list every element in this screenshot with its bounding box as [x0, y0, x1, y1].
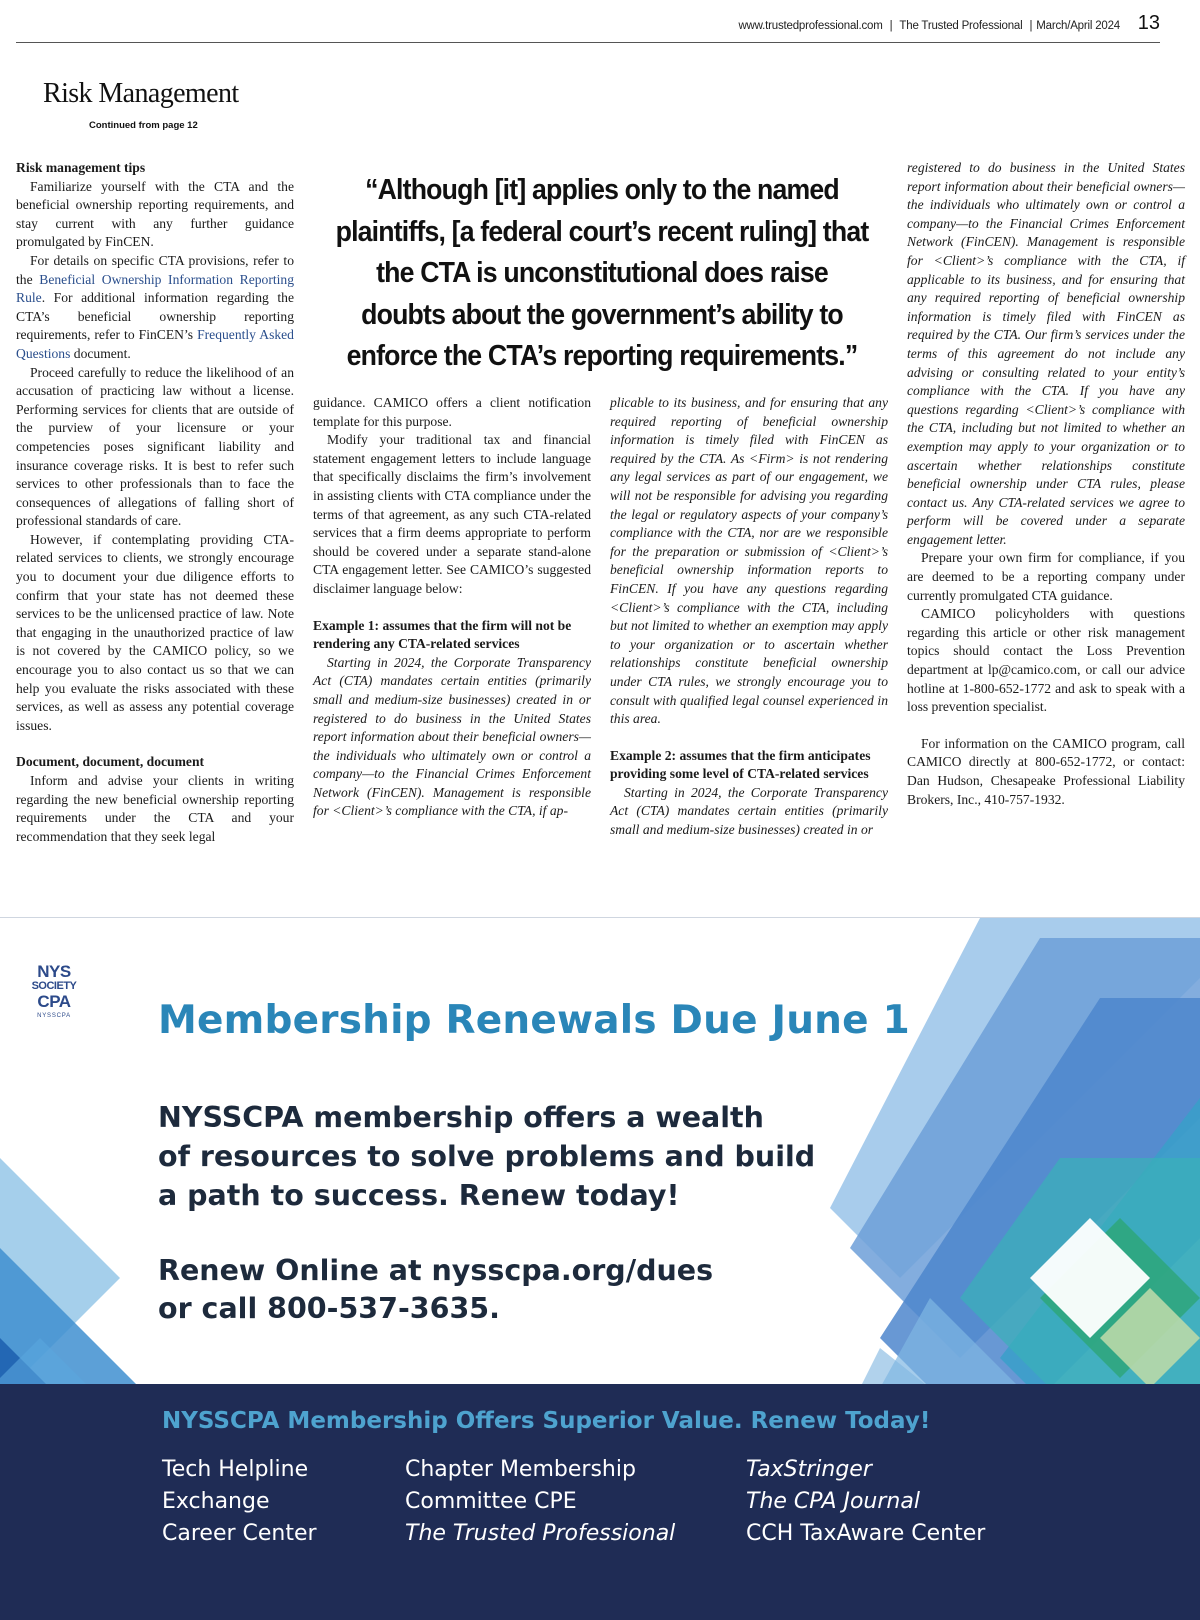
paragraph: CAMICO policyholders with questions regarding this article or other risk management topics should contact the Loss Prevention department at lp@camico.com, or call our advice hotline at 1-800-652-1772 and ask to speak with a loss prevention specialist. [907, 606, 1185, 715]
subheading-risk-tips: Risk management tips [16, 160, 146, 175]
paragraph: Familiarize yourself with the CTA and the beneficial ownership reporting requirements, and stay current with any further guidance promulgated by FinCEN. [16, 178, 294, 250]
benefits-list-1 [162, 1454, 317, 1550]
benefit-item: Chapter Membership [405, 1457, 636, 1482]
article-column-3 [610, 394, 888, 840]
paragraph: Prepare your own firm for compliance, if you are deemed to be a reporting company under currently promulgated CTA guidance. [907, 550, 1185, 603]
benefits-list-2 [405, 1454, 675, 1550]
pull-quote: “Although [it] applies only to the named plaintiffs, [a federal court’s recent ruling] that the CTA is unconstitutional does raise doubts about the government’s ability to enforce the CTA’s reporting requirements.” [335, 174, 869, 372]
article-column-1 [16, 159, 294, 846]
disclaimer-text: Starting in 2024, the Corporate Transparency Act (CTA) mandates certain entities (primarily small and medium-size businesses) created in or registered to do business in the United States report information about their beneficial owners—the individuals who ultimately own or control a company—to the Financial Crimes Enforcement Network (FinCEN). Management is responsible for <Client>’s compliance with the CTA, if ap- [313, 654, 591, 819]
benefit-item: TaxStringer [746, 1457, 872, 1482]
disclaimer-text: Starting in 2024, the Corporate Transparency Act (CTA) mandates certain entities (primarily small and medium-size businesses) created in or [610, 784, 888, 838]
subheading-example-2: Example 2: assumes that the firm anticipates providing some level of CTA-related services [610, 747, 871, 782]
nysscpa-logo: NYS SOCIETY CPA NYSSCPA [31, 962, 77, 1019]
paragraph: Modify your traditional tax and financial statement engagement letters to include language that specifically disclaims the firm’s involvement in assisting clients with CTA compliance under the terms of that agreement, as any such CTA-related services that a firm deems appropriate to perform should be covered under a separate stand-alone CTA engagement letter. See CAMICO’s suggested disclaimer language below: [313, 432, 591, 596]
ad-body-text: NYSSCPA membership offers a wealth of resources to solve problems and build a path to success. Renew today! [158, 1101, 816, 1212]
benefit-item: Exchange [162, 1489, 270, 1514]
section-title: Risk Management [43, 78, 239, 109]
benefit-item: The CPA Journal [746, 1489, 920, 1514]
paragraph: Proceed carefully to reduce the likelihood of an accusation of practicing law without a license. Performing services for clients that are outside of the purview of your licensure or your competencies poses significant liability and insurance coverage risks. It is best to refer such services to other professionals than to face the consequences of allegations of falling short of professional standards of care. [16, 364, 294, 529]
website-url[interactable]: www.trustedprofessional.com [738, 20, 883, 32]
subheading-example-1: Example 1: assumes that the firm will not be rendering any CTA-related services [313, 617, 572, 652]
membership-ad[interactable] [0, 917, 1200, 1620]
disclaimer-text: plicable to its business, and for ensuring that any required reporting of beneficial ownership information is timely filed with FinCEN as required by the CTA. As <Firm> is not rendering any legal services as part of our engagement, we will not be responsible for advising you regarding the legal or regulatory aspects of your company’s compliance with the CTA, nor are we responsible for the preparation or submission of <Client>’s beneficial ownership information reports to FinCEN. If you have any questions regarding <Client>’s compliance with the CTA, including but not limited to whether an exemption may apply to your organization or to ascertain whether relationships constitute beneficial ownership under CTA rules, we strongly encourage you to consult with qualified legal counsel experienced in this area. [610, 395, 888, 727]
ad-headline: Membership Renewals Due June 1 [158, 998, 910, 1043]
article-column-4 [907, 159, 1185, 809]
paragraph-contact: For information on the CAMICO program, call CAMICO directly at 800-652-1772, or contact: Dan Hudson, Chesapeake Professional Liability Brokers, Inc., 410-757-1932. [907, 735, 1185, 807]
benefits-band [0, 1384, 1200, 1620]
article-column-2 [313, 394, 591, 821]
link-faq[interactable]: Frequently Asked Questions [16, 327, 294, 361]
publication-name: The Trusted Professional [899, 20, 1023, 32]
benefit-item: Career Center [162, 1521, 317, 1546]
band-tagline: NYSSCPA Membership Offers Superior Value. Renew Today! [162, 1408, 931, 1434]
disclaimer-text: registered to do business in the United States report information about their beneficial owners—the individuals who ultimately own or control a company—to the Financial Crimes Enforcement Network (FinCEN). Management is responsible for <Client>’s compliance with the CTA, if applicable to its business, and for ensuring that any required reporting of beneficial ownership information is timely filed with FinCEN as required by the CTA. Our firm’s services under the terms of this agreement do not include any advising or consulting related to your entity’s compliance with the CTA. If you have any questions regarding <Client>’s compliance with the CTA, including but not limited to whether an exemption may apply to your organization or to ascertain whether relationships constitute beneficial ownership under CTA rules, please contact us. Any CTA-related services we agree to perform will be covered under a separate engagement letter. [907, 160, 1185, 547]
header-meta: www.trustedprofessional.com | The Trusted Professional | March/April 2024 [738, 20, 1120, 32]
continued-note: Continued from page 12 [89, 120, 198, 131]
link-bo-reporting-rule[interactable]: Beneficial Ownership Information Reporting Rule [16, 271, 295, 306]
benefit-item: Committee CPE [405, 1489, 577, 1514]
page-header [16, 14, 1160, 43]
paragraph: However, if contemplating providing CTA-related services to clients, we strongly encourage you to document your due diligence efforts to confirm that your state has not deemed these services to be the unlicensed practice of law. Note that engaging in the unauthorized practice of law is not covered by the CAMICO policy, so we encourage you to also contact us so that we can help you evaluate the risks associated with these services, as well as assess any potential coverage issues. [16, 531, 294, 733]
issue-date: March/April 2024 [1036, 20, 1120, 32]
subheading-document: Document, document, document [16, 754, 205, 770]
paragraph: guidance. CAMICO offers a client notification template for this purpose. [313, 395, 591, 429]
benefit-item: CCH TaxAware Center [746, 1521, 986, 1546]
ad-call-to-action[interactable]: Renew Online at nysscpa.org/dues or call 800-537-3635. [158, 1254, 714, 1325]
benefits-list-3 [746, 1454, 985, 1550]
page-number: 13 [1137, 12, 1160, 34]
benefit-item: Tech Helpline [162, 1457, 309, 1482]
benefit-item: The Trusted Professional [405, 1521, 676, 1546]
paragraph-with-links: For details on specific CTA provisions, refer to the Beneficial Ownership Information Reporting Rule. For additional information regarding the CTA’s beneficial ownership reporting requirements, refer to FinCEN’s Frequently Asked Questions document. [16, 252, 295, 361]
paragraph: Inform and advise your clients in writing regarding the new beneficial ownership reporting requirements under the CTA and your recommendation that they seek legal [16, 773, 294, 844]
